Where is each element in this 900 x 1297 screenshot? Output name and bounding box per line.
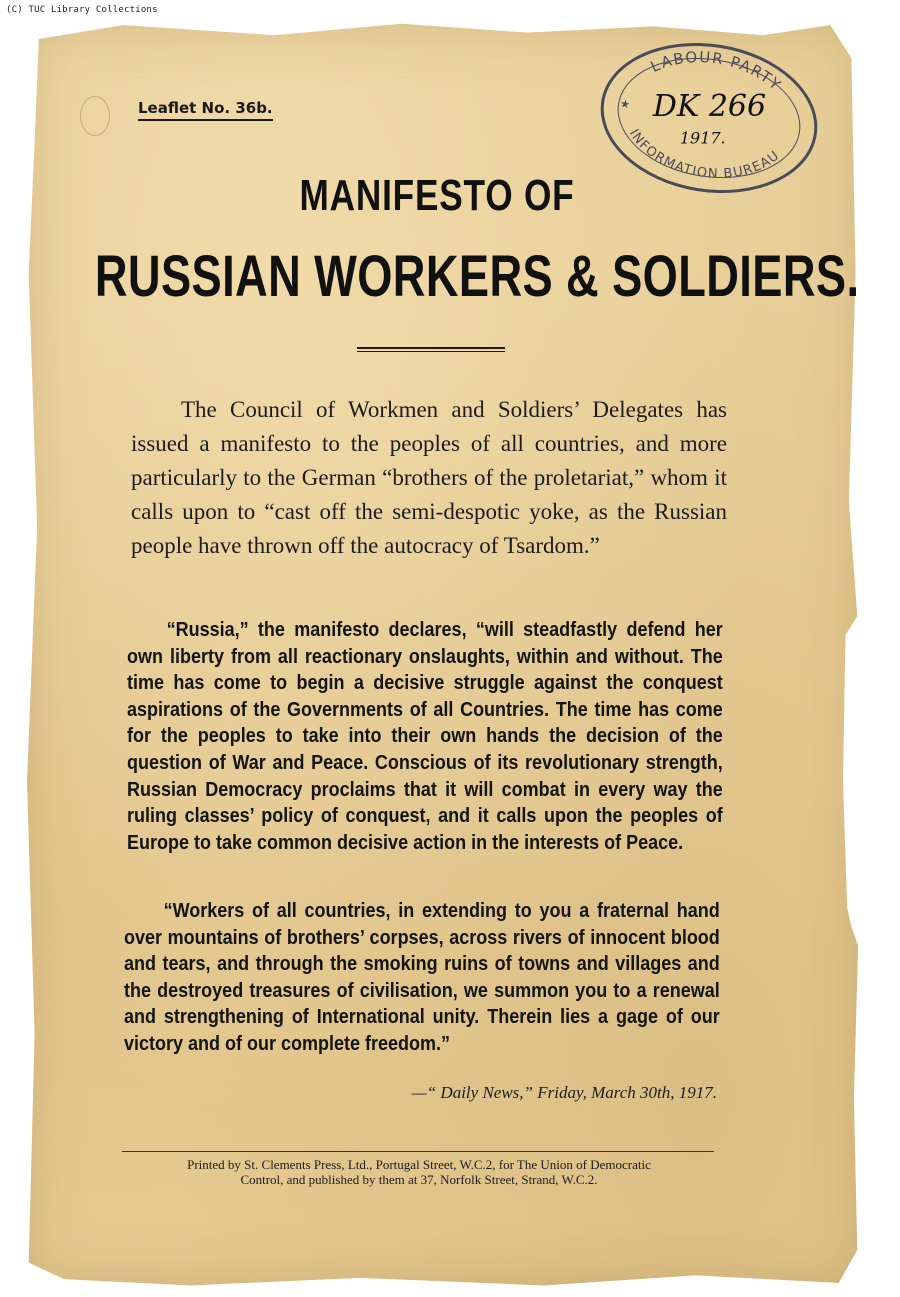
imprint-divider bbox=[122, 1151, 714, 1152]
stamp-bottom-text: INFORMATION BUREAU bbox=[625, 126, 783, 182]
imprint-line-2: Control, and published by them at 37, Norfolk Street, Strand, W.C.2. bbox=[240, 1172, 598, 1187]
stamp-star-icon: ★ bbox=[619, 97, 631, 112]
quote-paragraph-2: “Workers of all countries, in extending to you a fraternal hand over mountains of brothers’ corpses, across rivers of innocent blood and tears, and through the smoking ruins of towns and villages and the destroyed treasures of civilisation, we summon you to a renewal and strengthening of International unity. Therein lies a gage of our victory and of our complete freedom.” bbox=[124, 900, 720, 1055]
copyright-notice: (C) TUC Library Collections bbox=[6, 5, 158, 15]
punch-hole-mark bbox=[80, 96, 110, 136]
leaflet-number: Leaflet No. 36b. bbox=[138, 99, 273, 121]
title-divider bbox=[357, 347, 505, 352]
printer-imprint bbox=[116, 1157, 722, 1187]
stamp-top-text: LABOUR PARTY bbox=[647, 48, 786, 95]
source-attribution: —“ Daily News,” Friday, March 30th, 1917. bbox=[411, 1083, 717, 1102]
stamp-handwritten-ref: DK 266 bbox=[652, 88, 767, 124]
imprint-line-1: Printed by St. Clements Press, Ltd., Portugal Street, W.C.2, for The Union of Democratic bbox=[187, 1157, 651, 1172]
title-line-2: RUSSIAN WORKERS & SOLDIERS. bbox=[94, 244, 860, 309]
quote-paragraph-1: “Russia,” the manifesto declares, “will steadfastly defend her own liberty from all reactionary onslaughts, within and without. The time has come to begin a decisive struggle against the conquest aspirations of the Governments of all Countries. The time has come for the peoples to take into their own hands the decision of the question of War and Peace. Conscious of its revolutionary strength, Russian Democracy proclaims that it will combat in every way the ruling classes’ policy of conquest, and it calls upon the peoples of Europe to take common decisive action in the interests of Peace. bbox=[127, 619, 723, 854]
intro-paragraph: The Council of Workmen and Soldiers’ Delegates has issued a manifesto to the peoples of all countries, and more particularly to the German “brothers of the proletariat,” whom it calls upon to “cast off the semi-despotic yoke, as the Russian people have thrown off the autocracy of Tsardom.” bbox=[131, 397, 727, 558]
title-line-1: MANIFESTO OF bbox=[299, 171, 575, 220]
stamp-handwritten-year: 1917. bbox=[679, 128, 726, 148]
